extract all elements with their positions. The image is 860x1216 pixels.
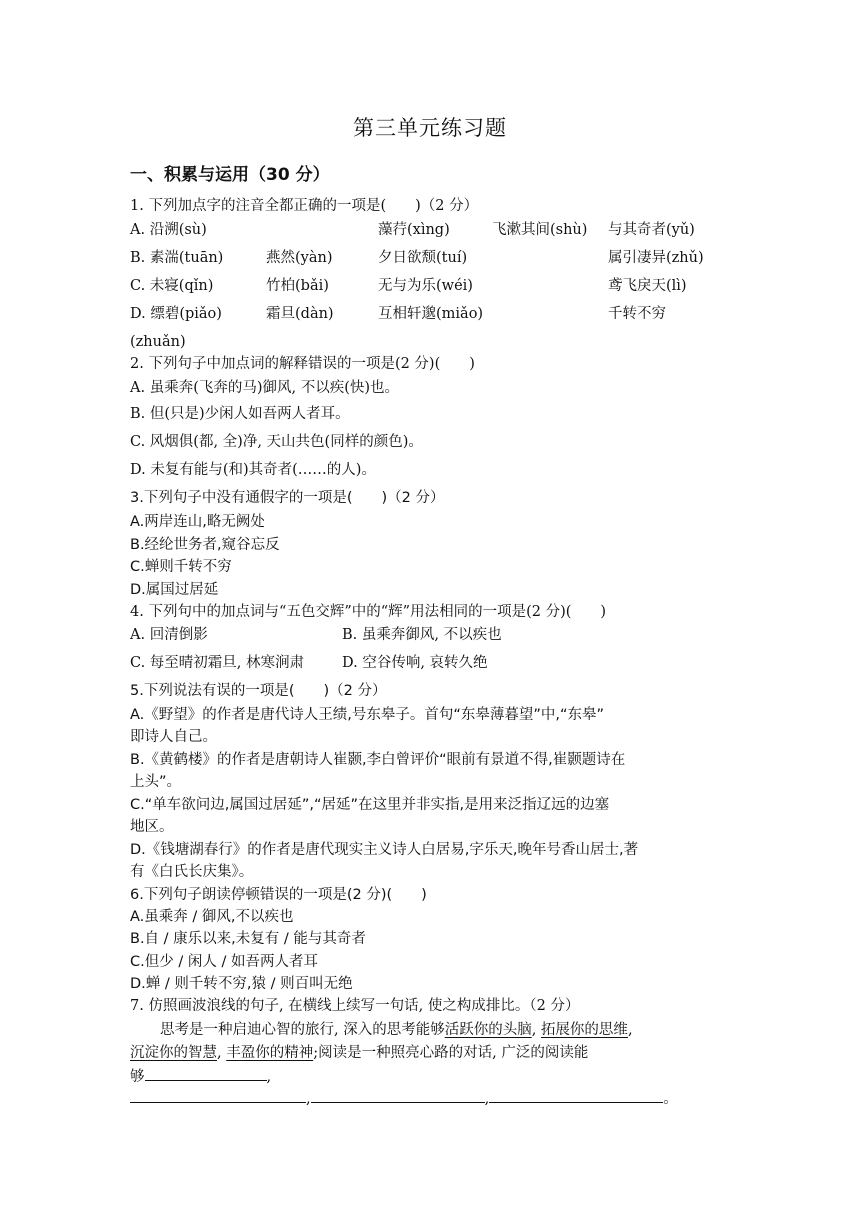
- q5-line-6: 地区。: [130, 819, 174, 835]
- q4-option-d: D. 空谷传响, 哀转久绝: [342, 655, 488, 671]
- q7-text-intro: 思考是一种启迪心智的旅行, 深入的思考能够: [160, 1022, 445, 1038]
- q7-wavy-phrase-1: 活跃你的头脑: [444, 1022, 532, 1038]
- q3-option-b: B.经纶世务者,窥谷忘反: [130, 537, 280, 553]
- q3-stem: 3.下列句子中没有通假字的一项是( )（2 分）: [130, 490, 445, 506]
- q7-answer-line: [130, 1088, 678, 1109]
- q6-option-a: A.虽乘奔 / 御风,不以疾也: [130, 909, 294, 925]
- q1-stem: 1. 下列加点字的注音全都正确的一项是( )（2 分）: [130, 198, 479, 214]
- q6-option-b: B.自 / 康乐以来,未复有 / 能与其奇者: [130, 931, 366, 947]
- q1-c-3: 无与为乐(wéi): [378, 278, 473, 294]
- q1-b-2: 燕然(yàn): [266, 250, 333, 266]
- q7-stem: 7. 仿照画波浪线的句子, 在横线上续写一句话, 使之构成排比。（2 分）: [130, 998, 580, 1014]
- q2-option-d: D. 未复有能与(和)其奇者(……的人)。: [130, 462, 376, 478]
- q2-option-c: C. 风烟俱(都, 全)净, 天山共色(同样的颜色)。: [130, 434, 423, 450]
- q7-separator: ,: [531, 1022, 541, 1038]
- q3-option-c: C.蝉则千转不穷: [130, 559, 232, 575]
- q7-answer-blank-3[interactable]: [311, 1088, 485, 1103]
- q1-d-2: 霜旦(dàn): [266, 306, 334, 322]
- q5-line-1: A.《野望》的作者是唐代诗人王绩,号东皋子。首句“东皋薄暮望”中,“东皋”: [130, 707, 605, 723]
- q1-b-1: B. 素湍(tuān): [130, 250, 224, 266]
- q7-comma: ,: [266, 1069, 272, 1085]
- q5-line-4: 上头”。: [130, 774, 182, 790]
- q1-a-2: 藻荇(xìng): [378, 222, 450, 238]
- q7-separator: ,: [627, 1022, 633, 1038]
- q1-a-1: A. 沿溯(sù): [130, 222, 207, 238]
- q4-stem: 4. 下列句中的加点词与“五色交辉”中的“辉”用法相同的一项是(2 分)( ): [130, 604, 607, 620]
- q1-a-4: 与其奇者(yǔ): [608, 222, 695, 238]
- q5-line-5: C.“单车欲问边,属国过居延”,“居延”在这里并非实指,是用来泛指辽远的边塞: [130, 797, 610, 813]
- q7-comma: ,: [484, 1091, 490, 1107]
- q5-stem: 5.下列说法有误的一项是( )（2 分）: [130, 683, 387, 699]
- q4-option-a: A. 回清倒影: [130, 627, 208, 643]
- q1-a-3: 飞漱其间(shù): [492, 222, 588, 238]
- q7-paragraph-line-3: [130, 1066, 271, 1087]
- q7-wavy-phrase-2: 拓展你的思维: [540, 1022, 628, 1038]
- q3-option-d: D.属国过居延: [130, 582, 219, 598]
- q4-option-c: C. 每至晴初霜旦, 林寒涧肃: [130, 655, 305, 671]
- q7-answer-blank-1[interactable]: [145, 1066, 267, 1081]
- q1-b-4: 属引凄异(zhǔ): [608, 250, 704, 266]
- section-heading: 一、积累与运用（30 分）: [130, 165, 330, 185]
- q1-d-cont: (zhuǎn): [130, 334, 186, 350]
- q1-c-2: 竹柏(bǎi): [266, 278, 329, 294]
- q2-stem: 2. 下列句子中加点词的解释错误的一项是(2 分)( ): [130, 356, 475, 372]
- q7-wavy-phrase-4: 丰盈你的精神: [226, 1045, 314, 1061]
- q1-b-3: 夕日欲颓(tuí): [378, 250, 468, 266]
- q1-c-1: C. 未寝(qǐn): [130, 278, 214, 294]
- q7-answer-blank-2[interactable]: [130, 1088, 306, 1103]
- q7-separator: ,: [217, 1045, 227, 1061]
- q2-option-a: A. 虽乘奔(飞奔的马)御风, 不以疾(快)也。: [130, 380, 400, 396]
- q1-d-1: D. 缥碧(piǎo): [130, 306, 222, 322]
- q1-d-4: 千转不穷: [608, 306, 666, 322]
- q5-line-7: D.《钱塘湖春行》的作者是唐代现实主义诗人白居易,字乐天,晚年号香山居士,著: [130, 842, 639, 858]
- q7-text-reading: ;阅读是一种照亮心路的对话, 广泛的阅读能: [313, 1045, 589, 1061]
- q1-d-3: 互相轩邈(miǎo): [378, 306, 484, 322]
- q6-stem: 6.下列句子朗读停顿错误的一项是(2 分)( ): [130, 887, 427, 903]
- q5-line-2: 即诗人自己。: [130, 729, 217, 745]
- q2-option-b: B. 但(只是)少闲人如吾两人者耳。: [130, 406, 350, 422]
- q7-paragraph-line-1: [160, 1020, 633, 1040]
- q4-option-b: B. 虽乘奔御风, 不以疾也: [342, 627, 502, 643]
- q7-comma: ,: [306, 1091, 311, 1107]
- q7-paragraph-line-2: [130, 1043, 588, 1063]
- page-title: 第三单元练习题: [353, 116, 507, 140]
- q6-option-d: D.蝉 / 则千转不穷,猿 / 则百叫无绝: [130, 976, 353, 992]
- q5-line-3: B.《黄鹤楼》的作者是唐朝诗人崔颢,李白曾评价“眼前有景道不得,崔颢题诗在: [130, 752, 626, 768]
- q7-period: 。: [663, 1091, 678, 1107]
- q6-option-c: C.但少 / 闲人 / 如吾两人者耳: [130, 954, 318, 970]
- q7-text-gou: 够: [130, 1069, 145, 1085]
- q7-answer-blank-4[interactable]: [489, 1088, 663, 1103]
- q5-line-8: 有《白氏长庆集》。: [130, 864, 254, 880]
- q7-wavy-phrase-3: 沉淀你的智慧: [130, 1045, 217, 1061]
- q3-option-a: A.两岸连山,略无阙处: [130, 514, 265, 530]
- q1-c-4: 鸢飞戾天(lì): [608, 278, 687, 294]
